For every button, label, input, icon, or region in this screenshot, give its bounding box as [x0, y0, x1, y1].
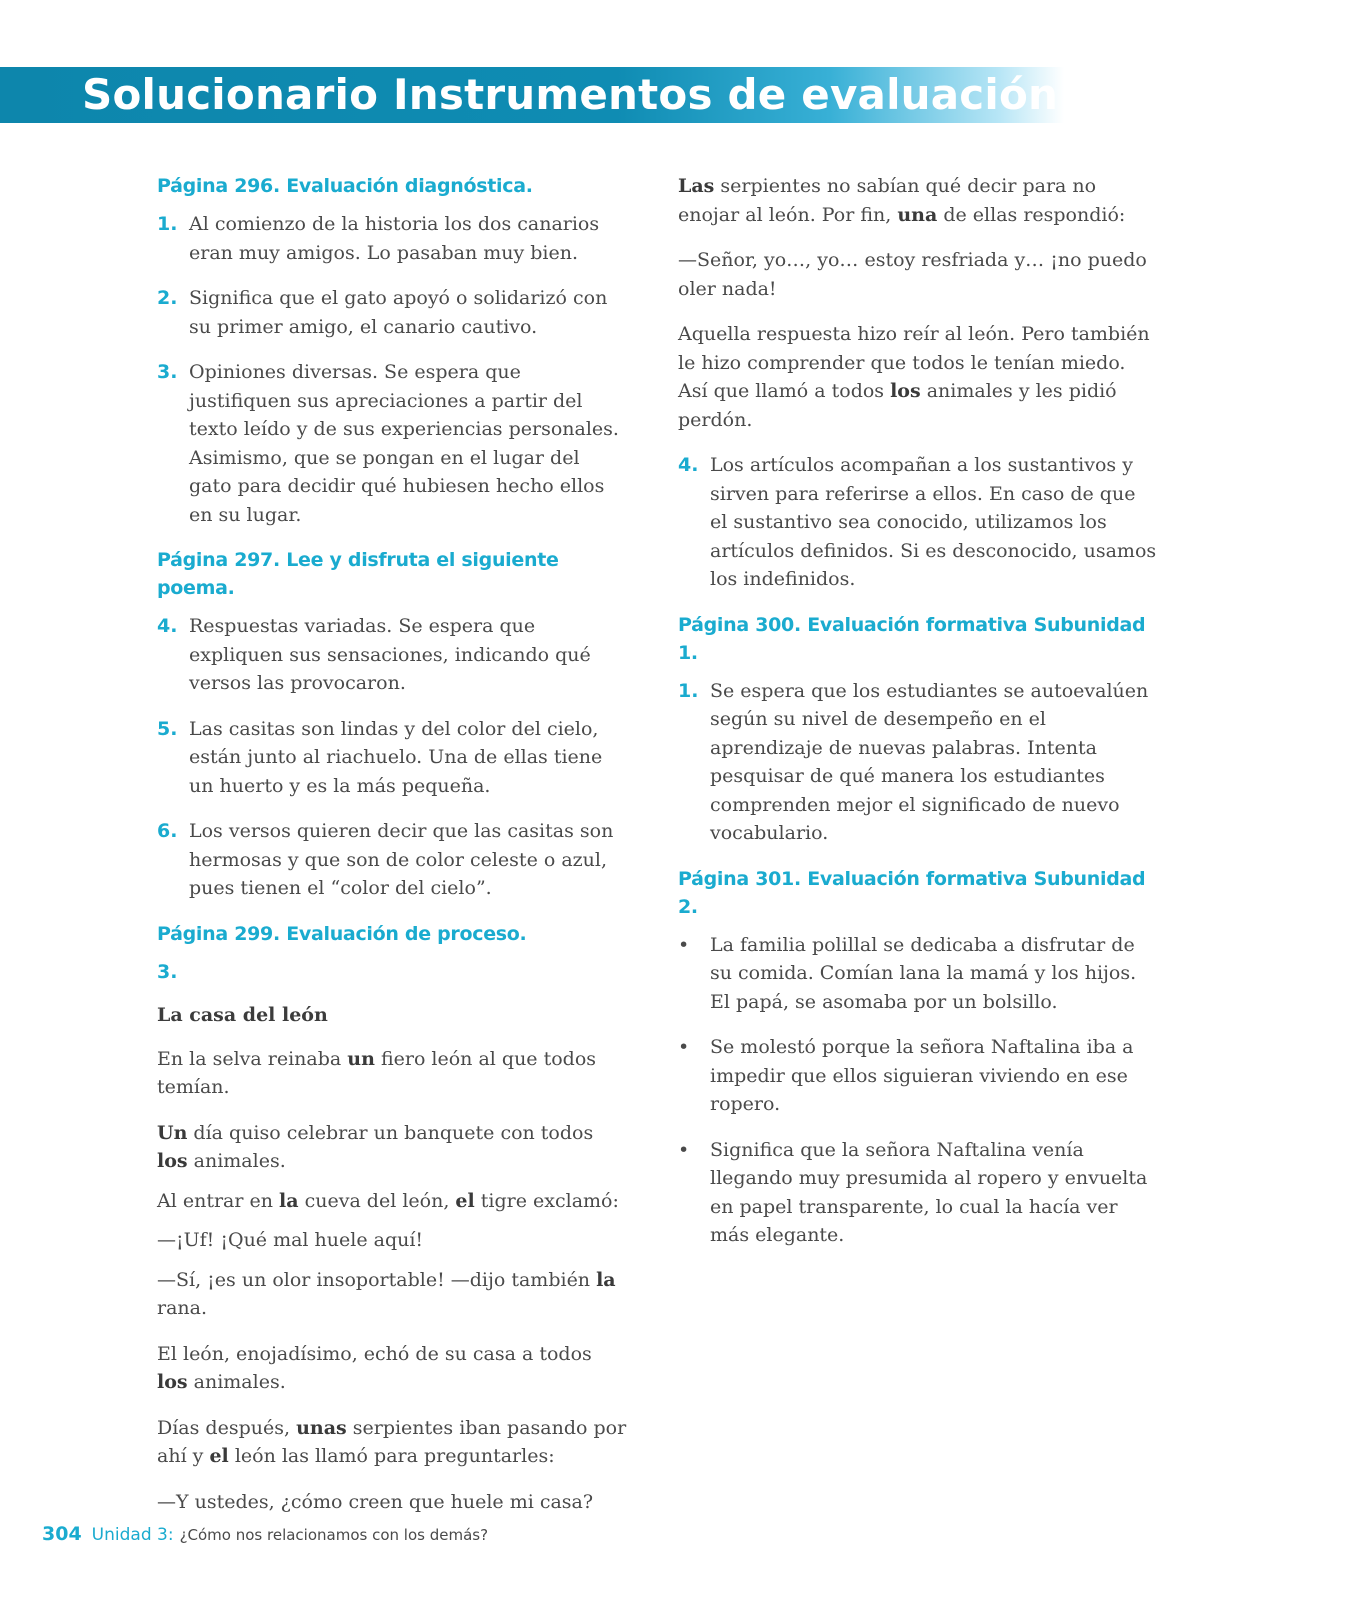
item-number: 3.: [157, 361, 178, 383]
text-run: Días después,: [157, 1416, 297, 1439]
article-word: los: [157, 1371, 188, 1393]
text-run: Aquella respuesta hizo reír al león. Pero también le hizo comprender que todos le tenían miedo. Así que llamó a todos: [678, 323, 1150, 402]
answer-item: [157, 284, 627, 341]
item-number: 1.: [157, 213, 178, 235]
article-word: unas: [296, 1416, 347, 1439]
item-number: 6.: [157, 820, 178, 842]
story-paragraph: [157, 1414, 627, 1471]
text-run: serpientes no sabían qué decir para no enojar al león. Por fin,: [678, 175, 1097, 226]
item-text: Se molestó porque la señora Naftalina iba a impedir que ellos siguieran viviendo en ese ropero.: [710, 1036, 1134, 1115]
article-word: el: [455, 1189, 475, 1212]
right-column: [678, 172, 1158, 1267]
article-word: el: [209, 1445, 229, 1467]
story-paragraph: [157, 1266, 627, 1323]
item-number: 4.: [157, 615, 178, 637]
bullet-item: [678, 1136, 1158, 1250]
bullet-icon: •: [678, 1036, 690, 1058]
section-heading: Página 299. Evaluación de proceso.: [157, 922, 527, 945]
story-paragraph: [157, 1187, 627, 1216]
unit-label: Unidad 3:: [91, 1525, 174, 1545]
item-text: Significa que el gato apoyó o solidarizó con su primer amigo, el canario cautivo.: [189, 287, 608, 338]
article-word: Las: [678, 175, 715, 197]
item-text: Los artículos acompañan a los sustantivos y sirven para referirse a ellos. En caso de que el sustantivo sea conocido, utilizamos los artículos definidos. Si es desconocido, usamos los indefinidos.: [710, 454, 1157, 590]
answer-item: [157, 715, 627, 801]
item-text: Opiniones diversas. Se espera que justifiquen sus apreciaciones a partir del texto leído y de sus experiencias personales. Asimismo, que se pongan en el lugar del gato para decidir qué hubiesen hecho ellos en su lugar.: [189, 361, 619, 526]
article-word: un: [347, 1047, 375, 1070]
bullet-icon: •: [678, 933, 690, 956]
text-run: cueva del león,: [298, 1189, 456, 1212]
item-number: 4.: [678, 454, 699, 476]
article-word: los: [157, 1150, 188, 1172]
item-number: 1.: [678, 679, 699, 702]
text-run: animales.: [187, 1371, 286, 1393]
story-paragraph: [678, 172, 1158, 229]
story-paragraph: [157, 1340, 627, 1397]
article-word: los: [890, 380, 921, 402]
text-run: león las llamó para preguntarles:: [228, 1445, 555, 1467]
item-text: Al comienzo de la historia los dos canarios eran muy amigos. Lo pasaban muy bien.: [189, 213, 600, 264]
section-heading: Página 296. Evaluación diagnóstica.: [157, 175, 533, 197]
answer-item: [157, 612, 627, 698]
item-text: Se espera que los estudiantes se autoevalúen según su nivel de desempeño en el aprendizaje de nuevas palabras. Intenta pesquisar de qué manera los estudiantes comprenden mejor el significado de nuevo vocabulario.: [710, 679, 1149, 844]
page-title: Solucionario Instrumentos de evaluación: [82, 70, 1059, 119]
text-run: —Sí, ¡es un olor insoportable! —dijo también: [157, 1268, 597, 1291]
item-number: 5.: [157, 717, 178, 740]
item-number: 3.: [157, 960, 178, 983]
item-number: 2.: [157, 287, 178, 309]
text-run: fiero león al que todos temían.: [157, 1047, 597, 1098]
page-footer: [42, 1520, 488, 1549]
story-title: La casa del león: [157, 1004, 328, 1026]
item-text: Respuestas variadas. Se espera que expliquen sus sensaciones, indicando qué versos las provocaron.: [189, 615, 591, 694]
article-word: Un: [157, 1121, 188, 1144]
text-run: día quiso celebrar un banquete con todos: [187, 1121, 594, 1144]
answer-item: [157, 358, 627, 529]
text-run: rana.: [157, 1297, 208, 1319]
story-paragraph: —¡Uf! ¡Qué mal huele aquí!: [157, 1229, 424, 1251]
text-run: tigre exclamó:: [474, 1189, 619, 1212]
text-run: En la selva reinaba: [157, 1047, 348, 1070]
bullet-item: [678, 1033, 1158, 1119]
story-paragraph: [678, 320, 1158, 434]
section-heading: Página 301. Evaluación formativa Subunidad 2.: [678, 867, 1146, 918]
story-paragraph: [157, 1045, 627, 1102]
text-run: serpientes iban pasando por ahí y: [157, 1416, 627, 1467]
unit-subtitle: ¿Cómo nos relacionamos con los demás?: [179, 1526, 489, 1544]
title-banner: [0, 67, 1064, 123]
article-word: la: [279, 1189, 299, 1212]
text-run: animales y les pidió perdón.: [678, 380, 1117, 431]
article-word: una: [897, 203, 938, 226]
article-word: la: [596, 1268, 616, 1291]
bullet-item: [678, 931, 1158, 1017]
answer-item: [678, 677, 1158, 848]
text-run: animales.: [187, 1150, 286, 1172]
answer-item: [157, 817, 627, 903]
item-text: Los versos quieren decir que las casitas son hermosas y que son de color celeste o azul, pues tienen el “color del cielo”.: [189, 820, 614, 899]
text-run: Al entrar en: [157, 1189, 280, 1212]
answer-item: [157, 210, 627, 267]
answer-item: [678, 451, 1158, 594]
text-run: El león, enojadísimo, echó de su casa a todos: [157, 1342, 592, 1365]
item-text: La familia polillal se dedicaba a disfrutar de su comida. Comían lana la mamá y los hijos. El papá, se asomaba por un bolsillo.: [710, 933, 1137, 1013]
text-run: de ellas respondió:: [937, 203, 1126, 226]
item-text: Las casitas son lindas y del color del cielo, están junto al riachuelo. Una de ellas tiene un huerto y es la más pequeña.: [189, 717, 603, 797]
story-paragraph: [157, 1119, 627, 1176]
story-paragraph: —Y ustedes, ¿cómo creen que huele mi casa?: [157, 1490, 594, 1513]
story-paragraph: —Señor, yo…, yo… estoy resfriada y… ¡no puedo oler nada!: [678, 249, 1147, 300]
section-heading: Página 300. Evaluación formativa Subunidad 1.: [678, 613, 1146, 664]
item-text: Significa que la señora Naftalina venía llegando muy presumida al ropero y envuelta en papel transparente, lo cual la hacía ver más elegante.: [710, 1138, 1148, 1246]
left-column: [157, 172, 627, 1527]
section-heading: Página 297. Lee y disfruta el siguiente poema.: [157, 549, 559, 599]
bullet-icon: •: [678, 1138, 690, 1161]
page-number: 304: [42, 1523, 82, 1545]
